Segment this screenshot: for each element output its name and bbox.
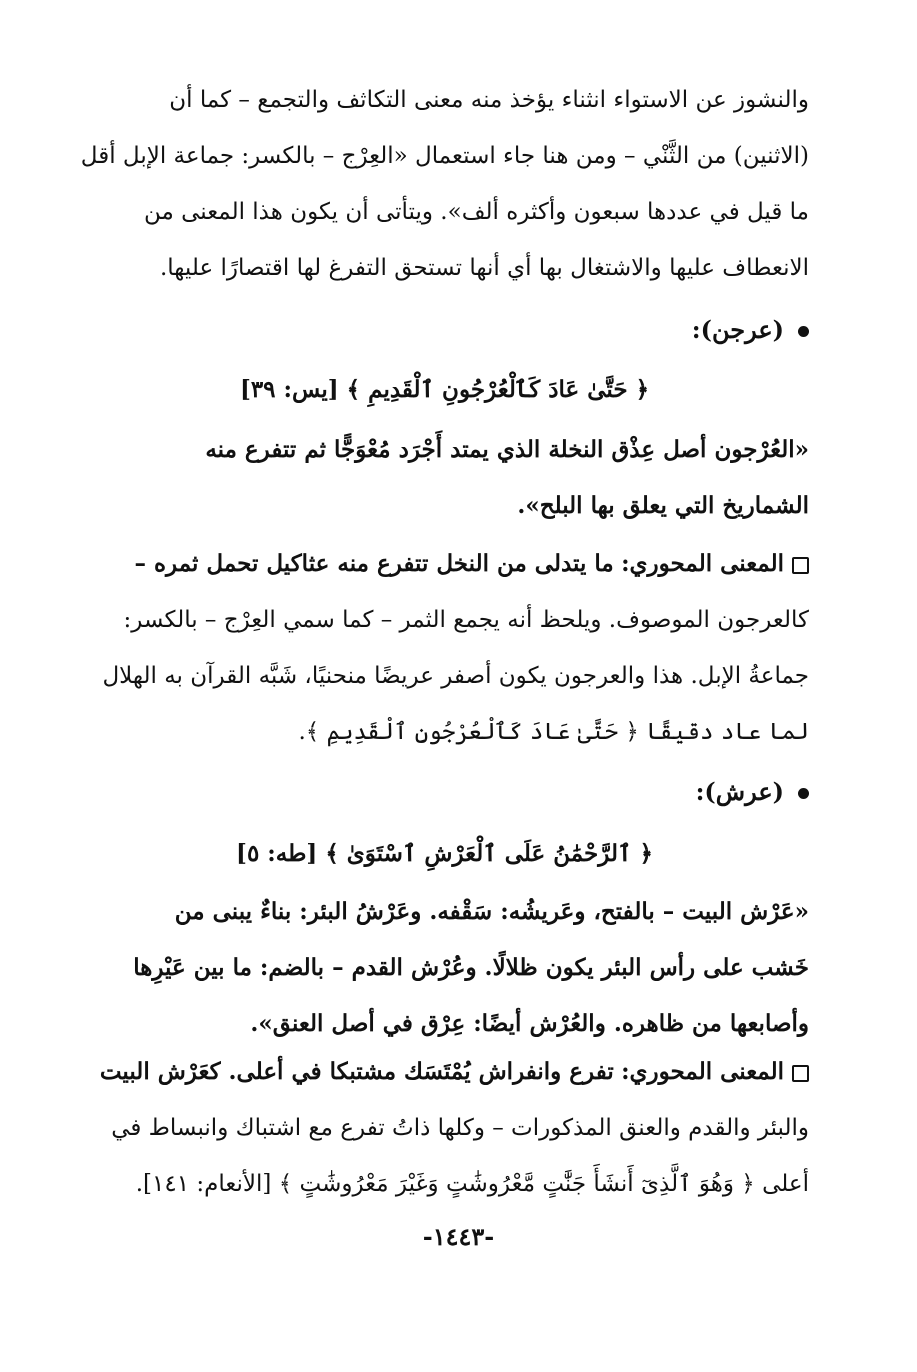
text-line: أعلى ﴿ وَهُوَ ٱلَّذِىٓ أَنشَأَ جَنَّٰتٍ مَّعْرُوشَٰتٍ وَغَيْرَ مَعْرُوشَٰتٍ ﴾ [الأنعام: ١٤١]. (135, 1171, 809, 1197)
text-line: الانعطاف عليها والاشتغال بها أي أنها تستحق التفرغ لها اقتصارًا عليها. (159, 255, 809, 281)
text-line: خَشب على رأس البئر يكون ظلالًا. وعُرْش القدم – بالضم: ما بين عَيْرِها (133, 954, 809, 981)
text-line: ما يتدلى من النخل تتفرع منه عثاكيل تحمل ثمره – (134, 550, 614, 577)
verse-text: ﴿ ٱلرَّحْمَٰنُ عَلَى ٱلْعَرْشِ ٱسْتَوَىٰ ﴾ [طه: ٥] (236, 840, 653, 867)
definition-paragraph (80, 422, 809, 534)
core-meaning-label: المعنى المحوري: (621, 1058, 784, 1085)
text-line: لما عاد دقيقًا ﴿ حَتَّىٰ عَادَ كَٱلْعُرْجُونِ ٱلْقَدِيمِ ﴾. (298, 719, 809, 745)
core-meaning-paragraph (80, 1044, 809, 1212)
quran-verse (80, 362, 809, 418)
entry-heading (80, 764, 809, 820)
quran-verse (80, 826, 809, 882)
verse-text: ﴿ حَتَّىٰ عَادَ كَٱلْعُرْجُونِ ٱلْقَدِيمِ ﴾ [يس: ٣٩] (239, 376, 650, 403)
text-line: جماعةُ الإبل. هذا والعرجون يكون أصفر عريضًا منحنيًا، شَبَّه القرآن به الهلال (102, 663, 809, 689)
text-line: تفرع وانفراش يُمْتَسَك مشتبكا في أعلى. كعَرْش البيت (99, 1058, 614, 1085)
square-marker-icon (792, 557, 809, 574)
square-marker-icon (792, 1065, 809, 1082)
text-line: والنشوز عن الاستواء انثناء يؤخذ منه معنى التكاثف والتجمع – كما أن (169, 87, 809, 113)
entry-title: (عرجن): (691, 315, 784, 344)
definition-paragraph (80, 884, 809, 1052)
text-line: «العُرْجون أصل عِذْق النخلة الذي يمتد أَجْرَد مُعْوَجًّا ثم تتفرع منه (205, 436, 809, 463)
bullet-icon (798, 326, 809, 337)
entry-heading (80, 302, 809, 358)
text-line: وأصابعها من ظاهره. والعُرْش أيضًا: عِرْق في أصل العنق». (250, 1010, 809, 1037)
text-line: كالعرجون الموصوف. ويلحظ أنه يجمع الثمر – كما سمي العِرْج – بالكسر: (123, 607, 809, 633)
entry-title: (عرش): (695, 777, 784, 806)
text-line: «عَرْش البيت – بالفتح، وعَريشُه: سَقْفه. وعَرْشُ البئر: بناءٌ يبنى من (174, 898, 809, 925)
core-meaning-paragraph (80, 536, 809, 760)
text-line: الشماريخ التي يعلق بها البلح». (517, 492, 809, 519)
page-number: -١٤٤٣- (422, 1222, 495, 1251)
core-meaning-label: المعنى المحوري: (621, 550, 784, 577)
text-line: ما قيل في عددها سبعون وأكثره ألف». ويتأتى أن يكون هذا المعنى من (143, 199, 809, 225)
text-line: والبئر والقدم والعنق المذكورات – وكلها ذاتُ تفرع مع اشتباك وانبساط في (111, 1115, 809, 1141)
intro-paragraph (80, 72, 809, 296)
text-line: (الاثنين) من الثَّنْي – ومن هنا جاء استعمال «العِرْج – بالكسر: جماعة الإبل أقل (80, 143, 809, 169)
bullet-icon (798, 788, 809, 799)
